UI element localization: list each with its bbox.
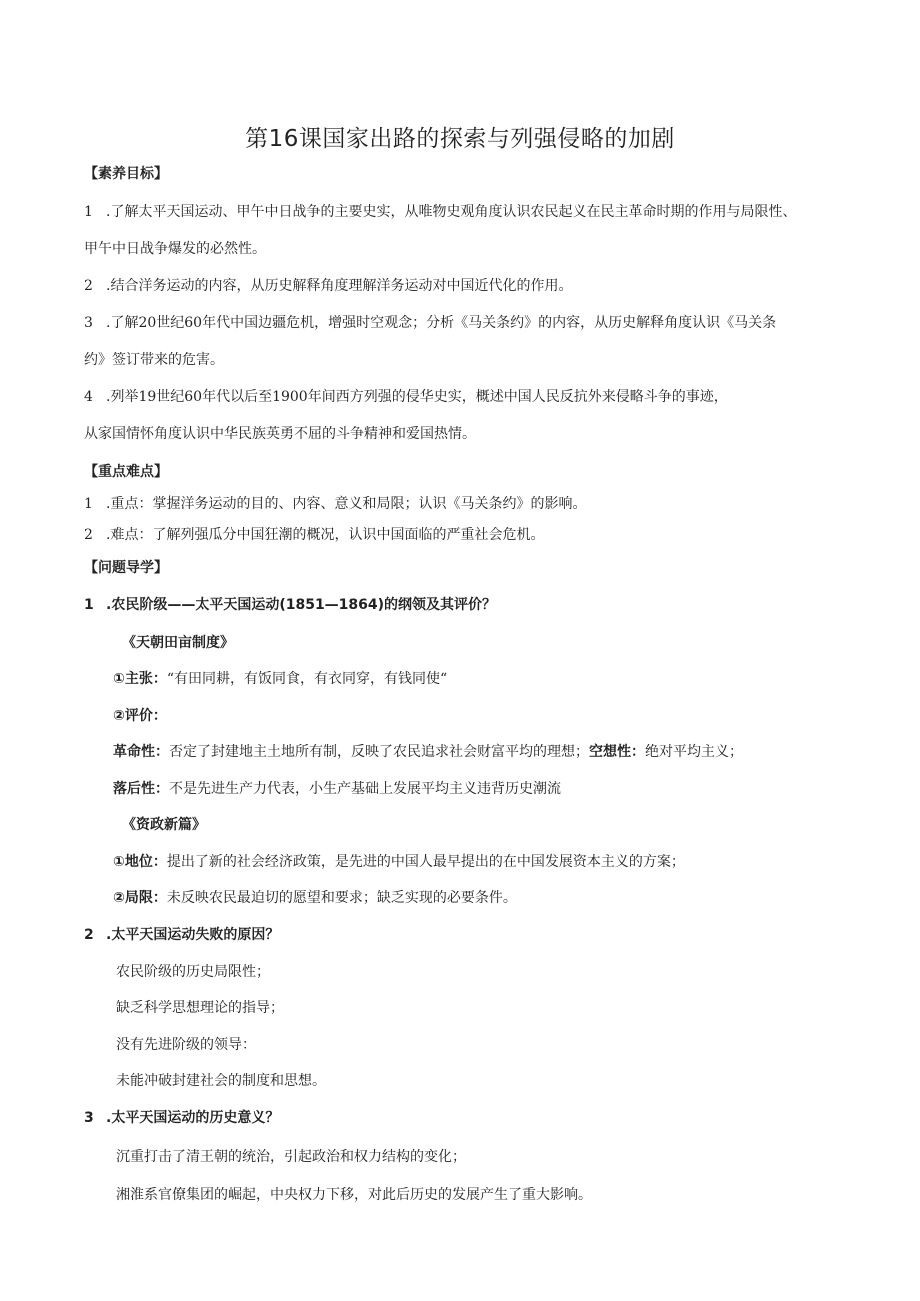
keypoints-heading: 【重点难点】	[84, 464, 168, 480]
goals-heading: 【素养目标】	[84, 166, 168, 182]
goal-item-4-line-2: 从家国情怀角度认识中华民族英勇不屈的斗争精神和爱国热情。	[84, 426, 476, 442]
guide-heading: 【问题导学】	[84, 560, 168, 576]
goal-item-1-line-1: 1 .了解太平天国运动、甲午中日战争的主要史实，从唯物史观角度认识农民起义在民主革命时期的作用与局限性、	[84, 204, 797, 220]
revolutionary-line: 革命性：否定了封建地主土地所有制，反映了农民追求社会财富平均的理想；空想性：绝对平均主义；	[113, 744, 743, 760]
q2-answer-2: 缺乏科学思想理论的指导；	[116, 1000, 284, 1016]
question-1: 1 .农民阶级——太平天国运动(1851—1864)的纲领及其评价？	[84, 597, 497, 613]
goal-item-2: 2 .结合洋务运动的内容，从历史解释角度理解洋务运动对中国近代化的作用。	[84, 278, 573, 294]
q2-answer-4: 未能冲破封建社会的制度和思想。	[116, 1073, 326, 1089]
goal-item-3-line-1: 3 .了解20世纪60年代中国边疆危机，增强时空观念；分析《马关条约》的内容，从历史解释角度认识《马关条	[84, 315, 777, 331]
q3-answer-1: 沉重打击了清王朝的统治，引起政治和权力结构的变化；	[116, 1149, 466, 1165]
evaluation-label: ②评价：	[113, 708, 167, 724]
goal-item-4-line-1: 4 .列举19世纪60年代以后至1900年间西方列强的侵华史实，概述中国人民反抗外来侵略斗争的事迹，	[84, 389, 728, 405]
q2-answer-3: 没有先进阶级的领导：	[116, 1037, 256, 1053]
doc-zizheng-xinpian: 《资政新篇》	[122, 817, 206, 833]
position-line: ①地位：提出了新的社会经济政策，是先进的中国人最早提出的在中国发展资本主义的方案；	[113, 854, 685, 870]
goal-item-3-line-2: 约》签订带来的危害。	[84, 352, 224, 368]
claim-line: ①主张：“有田同耕，有饭同食，有衣同穿，有钱同使“	[113, 671, 448, 687]
goal-item-1-line-2: 甲午中日战争爆发的必然性。	[84, 241, 266, 257]
question-3: 3 .太平天国运动的历史意义？	[84, 1110, 280, 1126]
question-2: 2 .太平天国运动失败的原因？	[84, 927, 280, 943]
q3-answer-2: 湘淮系官僚集团的崛起，中央权力下移，对此后历史的发展产生了重大影响。	[116, 1187, 592, 1203]
limitation-line: ②局限：未反映农民最迫切的愿望和要求；缺乏实现的必要条件。	[113, 890, 517, 906]
backward-line: 落后性：不是先进生产力代表，小生产基础上发展平均主义违背历史潮流	[113, 781, 561, 797]
keypoint-item-1: 1 .重点：掌握洋务运动的目的、内容、意义和局限；认识《马关条约》的影响。	[84, 496, 587, 512]
doc-tianchao-tianmu: 《天朝田亩制度》	[122, 635, 234, 651]
keypoint-item-2: 2 .难点：了解列强瓜分中国狂潮的概况，认识中国面临的严重社会危机。	[84, 527, 545, 543]
q2-answer-1: 农民阶级的历史局限性；	[116, 964, 270, 980]
page-title: 第16课国家出路的探索与列强侵略的加剧	[245, 126, 675, 152]
